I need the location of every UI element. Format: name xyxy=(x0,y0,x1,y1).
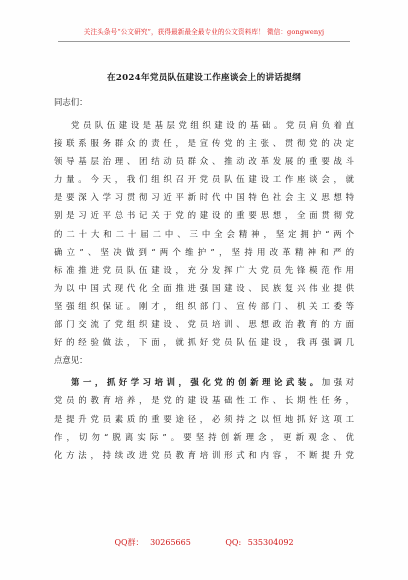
body-line: 力量。今天，我们组织召开党员队伍建设工作座谈会，就 xyxy=(54,174,354,185)
body-line: 化方法，持续改进党员教育培训形式和内容，不断提升党 xyxy=(54,449,354,460)
body-line: 部门交流了党组织建设、党员培训、思想政治教育的方面 xyxy=(54,319,354,330)
body-line: 领导基层治理、团结动员群众、推动改革发展的重要战斗 xyxy=(54,156,354,167)
body-line: 是提升党员素质的重要途径，必须持之以恒地抓好这项工 xyxy=(54,413,354,424)
footer-contact xyxy=(0,537,408,548)
footer-qq-group: QQ群： 30265665 xyxy=(114,538,191,547)
footer-qq-number: QQ: 535304092 xyxy=(225,538,294,547)
section-heading-tail: 加强对 xyxy=(321,377,355,388)
body-line: 接联系服务群众的责任，是宣传党的主张、贯彻党的决定 xyxy=(54,138,354,149)
body-line: 点意见： xyxy=(54,355,88,366)
body-line: 标准推进党员队伍建设，充分发挥广大党员先锋模范作用 xyxy=(54,264,354,275)
header-banner: 关注头条号“公文研究”，获得最新最全最专业的公文资料库！ 微信：gongwenyj xyxy=(83,28,325,36)
section-heading-line xyxy=(54,373,354,391)
body-line: 确立”、坚决做到“两个维护”，坚持用改革精神和严的 xyxy=(54,246,354,257)
document-body xyxy=(54,116,354,464)
body-line: 作，切勿“脱离实际”。要坚持创新理念，更新观念、优 xyxy=(54,431,354,442)
body-line: 别是习近平总书记关于党的建设的重要思想，全面贯彻党 xyxy=(54,210,354,221)
body-line: 为以中国式现代化全面推进强国建设、民族复兴伟业提供 xyxy=(54,282,354,293)
document-title: 在2024年党员队伍建设工作座谈会上的讲话提纲 xyxy=(106,73,302,83)
body-line: 好的经验做法，下面，就抓好党员队伍建设，我再强调几 xyxy=(54,337,354,348)
header-divider xyxy=(58,41,350,42)
body-line: 是要深入学习贯彻习近平新时代中国特色社会主义思想特 xyxy=(54,192,354,203)
body-line: 坚强组织保证。刚才，组织部门、宣传部门、机关工委等 xyxy=(54,300,354,311)
body-line: 的二十大和二十届二中、三中全会精神，坚定拥护“两个 xyxy=(54,228,354,239)
body-line: 党员的教育培养，是党的建设基础性工作、长期性任务， xyxy=(54,395,354,406)
body-line: 党员队伍建设是基层党组织建设的基础。党员肩负着直 xyxy=(71,120,354,130)
salutation: 同志们： xyxy=(54,97,88,107)
section-heading: 第一，抓好学习培训，强化党的创新理论武装。 xyxy=(71,377,322,388)
